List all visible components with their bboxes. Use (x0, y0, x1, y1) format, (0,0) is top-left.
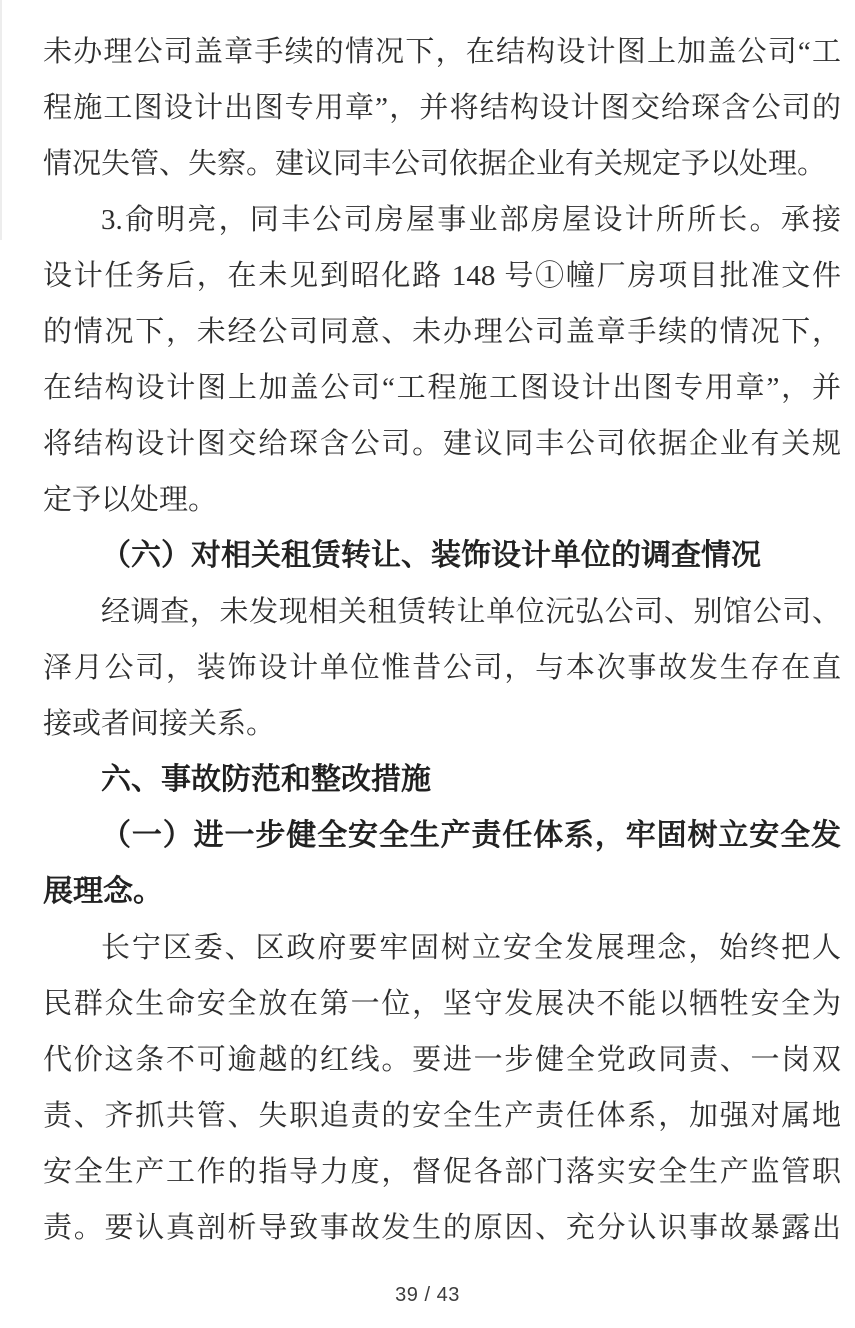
text-line: 经调查，未发现相关租赁转让单位沅弘公司、别馆公司、 (101, 596, 841, 628)
text-line: 在结构设计图上加盖公司“工程施工图设计出图专用章”，并 (43, 372, 841, 404)
text-line: 泽月公司，装饰设计单位惟昔公司，与本次事故发生存在直 (43, 652, 841, 684)
text-line: 接或者间接关系。 (43, 708, 276, 740)
text-line: 六、事故防范和整改措施 (101, 763, 431, 796)
text-line: 民群众生命安全放在第一位，坚守发展决不能以牺牲安全为 (43, 988, 841, 1020)
text-line: 3.俞明亮，同丰公司房屋事业部房屋设计所所长。承接 (101, 204, 841, 236)
text-line: 责、齐抓共管、失职追责的安全生产责任体系，加强对属地 (43, 1100, 841, 1132)
scan-edge-artifact (0, 0, 2, 240)
text-line: 未办理公司盖章手续的情况下，在结构设计图上加盖公司“工 (43, 36, 841, 68)
text-line: （六）对相关租赁转让、装饰设计单位的调查情况 (101, 539, 761, 572)
page-number-indicator: 39 / 43 (395, 1284, 460, 1306)
text-line: 展理念。 (43, 875, 163, 908)
text-line: 情况失管、失察。建议同丰公司依据企业有关规定予以处理。 (43, 148, 827, 180)
text-line: （一）进一步健全安全生产责任体系，牢固树立安全发 (101, 819, 841, 852)
text-line: 安全生产工作的指导力度，督促各部门落实安全生产监管职 (43, 1156, 841, 1188)
text-line: 的情况下，未经公司同意、未办理公司盖章手续的情况下， (43, 316, 841, 348)
text-line: 责。要认真剖析导致事故发生的原因、充分认识事故暴露出 (43, 1212, 841, 1244)
text-line: 定予以处理。 (43, 484, 218, 516)
text-line: 将结构设计图交给琛含公司。建议同丰公司依据企业有关规 (43, 428, 841, 460)
document-text-block (43, 24, 841, 1256)
text-line: 设计任务后，在未见到昭化路 148 号①幢厂房项目批准文件 (43, 260, 841, 292)
text-line: 代价这条不可逾越的红线。要进一步健全党政同责、一岗双 (43, 1044, 841, 1076)
text-line: 长宁区委、区政府要牢固树立安全发展理念，始终把人 (101, 932, 841, 964)
text-line: 程施工图设计出图专用章”，并将结构设计图交给琛含公司的 (43, 92, 841, 124)
